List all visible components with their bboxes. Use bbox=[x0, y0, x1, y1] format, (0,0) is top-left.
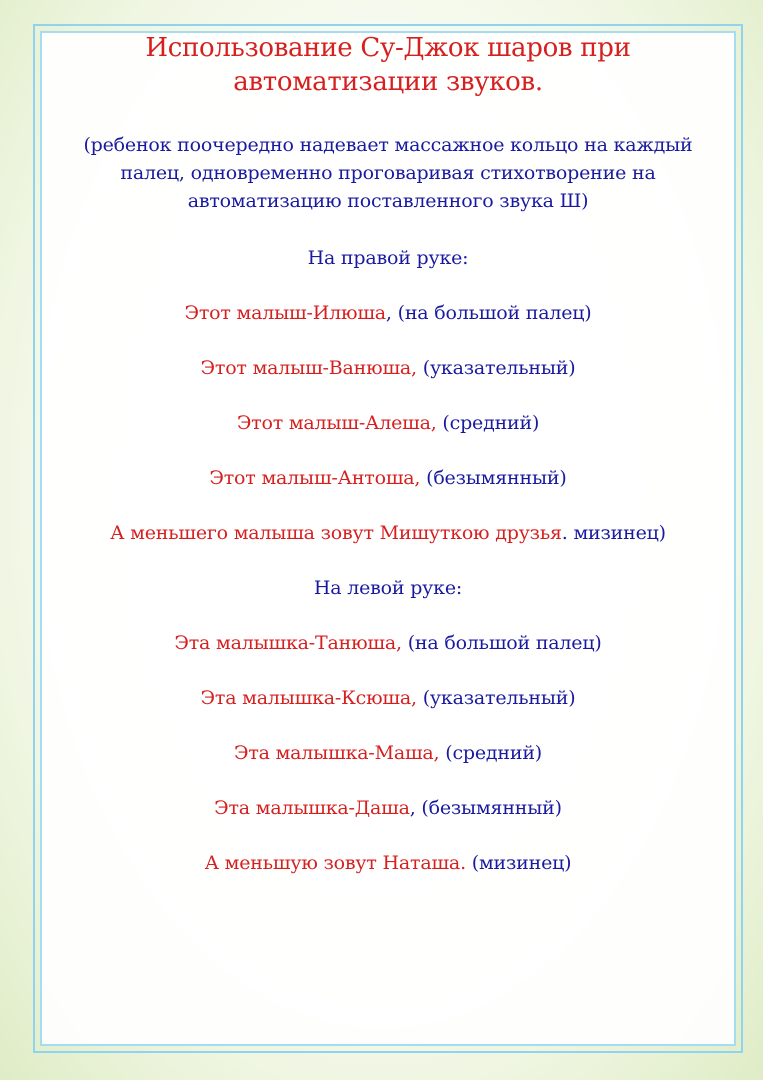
rhyme-line bbox=[40, 410, 736, 436]
rhyme-text: А меньшего малыша зовут Мишуткою друзья bbox=[110, 522, 562, 544]
rhyme-text: Этот малыш-Алеша, bbox=[236, 412, 443, 434]
rhyme-text: А меньшую зовут Наташа. bbox=[204, 852, 472, 874]
instruction-text bbox=[40, 131, 736, 215]
instruction-line-3: автоматизацию поставленного звука Ш) bbox=[187, 190, 589, 212]
rhyme-line bbox=[40, 630, 736, 656]
rhyme-text: Эта малышка-Танюша, bbox=[174, 632, 408, 654]
rhyme-line bbox=[40, 300, 736, 326]
document-content bbox=[40, 31, 736, 876]
finger-note: (на большой палец) bbox=[407, 632, 602, 654]
rhyme-line bbox=[40, 795, 736, 821]
finger-note: (безымянный) bbox=[426, 467, 567, 489]
finger-note: (средний) bbox=[445, 742, 543, 764]
rhyme-text: Эта малышка-Даша bbox=[214, 797, 410, 819]
rhyme-text: Эта малышка-Маша, bbox=[233, 742, 446, 764]
right-hand-heading: На правой руке: bbox=[307, 247, 469, 269]
rhyme-line bbox=[40, 465, 736, 491]
finger-note: (указательный) bbox=[422, 687, 576, 709]
title-line-2: автоматизации звуков. bbox=[233, 67, 543, 97]
left-hand-heading: На левой руке: bbox=[313, 577, 463, 599]
rhyme-text: Эта малышка-Ксюша, bbox=[200, 687, 423, 709]
rhyme-line bbox=[40, 520, 736, 546]
finger-note: (мизинец) bbox=[471, 852, 572, 874]
rhyme-line bbox=[40, 740, 736, 766]
rhyme-text: Этот малыш-Илюша bbox=[184, 302, 386, 324]
finger-note: , (на большой палец) bbox=[385, 302, 592, 324]
rhyme-line bbox=[40, 850, 736, 876]
instruction-line-2: палец, одновременно проговаривая стихотворение на bbox=[120, 162, 656, 184]
rhyme-line bbox=[40, 685, 736, 711]
finger-note: (указательный) bbox=[422, 357, 576, 379]
finger-note: , (безымянный) bbox=[409, 797, 562, 819]
rhyme-text: Этот малыш-Ванюша, bbox=[200, 357, 423, 379]
instruction-line-1: (ребенок поочередно надевает массажное кольцо на каждый bbox=[83, 134, 693, 156]
rhyme-text: Этот малыш-Антоша, bbox=[209, 467, 427, 489]
finger-note: . мизинец) bbox=[561, 522, 666, 544]
rhyme-line bbox=[40, 355, 736, 381]
finger-note: (средний) bbox=[442, 412, 540, 434]
title-line-1: Использование Су-Джок шаров при bbox=[145, 33, 631, 63]
page-title bbox=[40, 31, 736, 99]
